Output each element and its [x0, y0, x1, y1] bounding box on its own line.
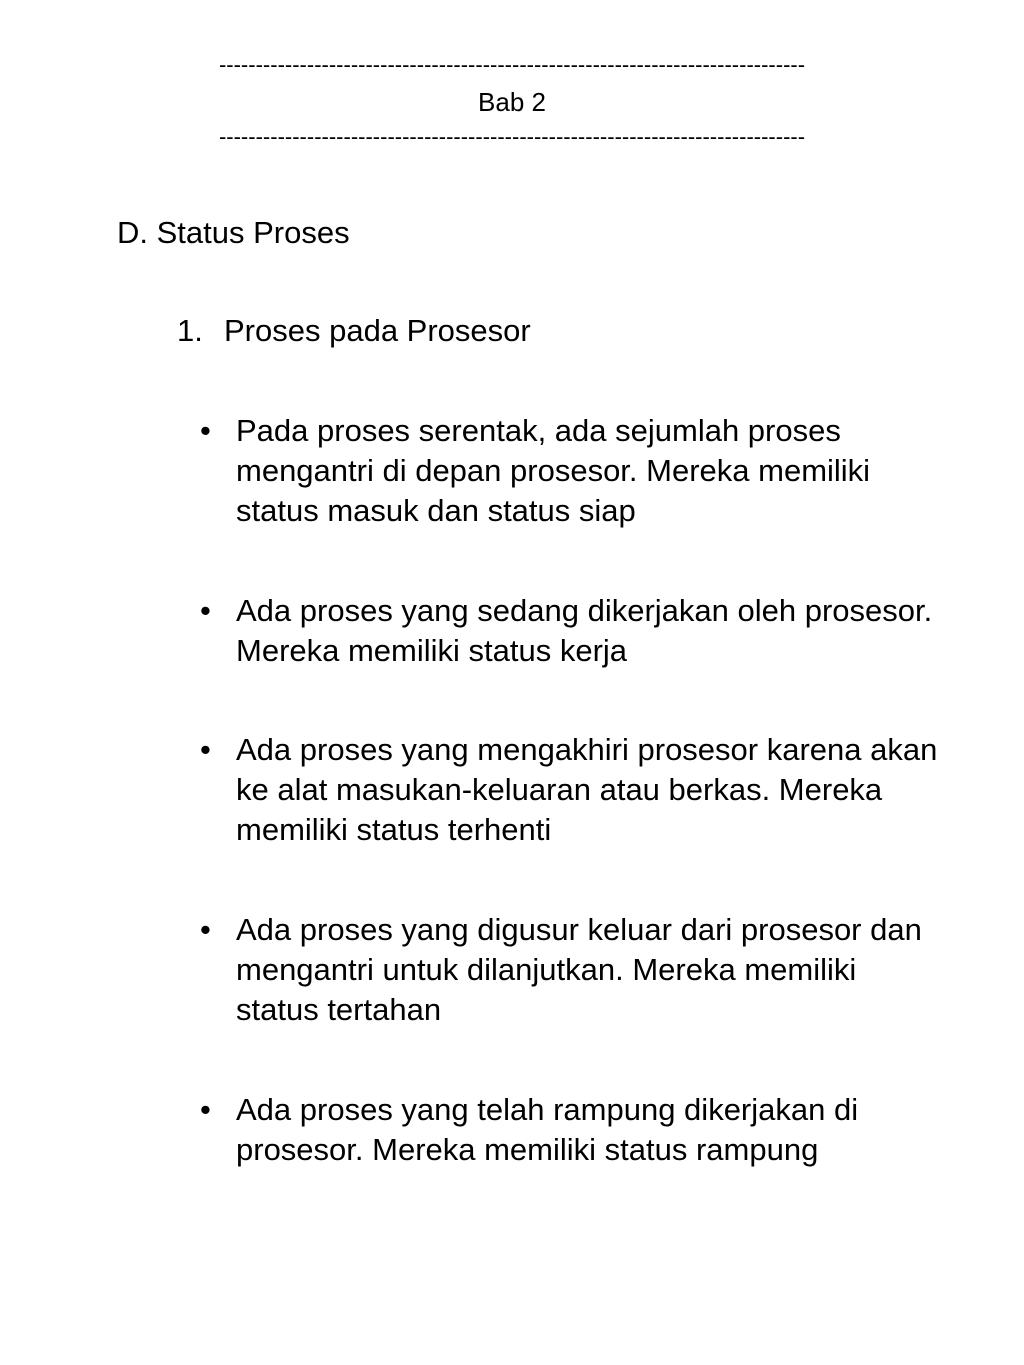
list-item: [200, 1090, 960, 1170]
bullet-text: Ada proses yang sedang dikerjakan oleh prosesor. Mereka memiliki status kerja: [236, 593, 933, 668]
header-rule-bottom: --------------------------------------------------------------------------------: [218, 124, 806, 149]
list-item: [200, 910, 960, 1030]
subsection-heading: [177, 312, 531, 350]
subsection-number: 1.: [177, 313, 203, 348]
list-item: [200, 730, 960, 850]
subsection-title: Proses pada Prosesor: [224, 313, 531, 348]
bullet-text: Ada proses yang telah rampung dikerjakan di prosesor. Mereka memiliki status rampung: [236, 1092, 859, 1167]
list-item: [200, 591, 960, 671]
bullet-marker: •: [200, 912, 211, 947]
bullet-marker: •: [200, 593, 211, 628]
header-rule-top: --------------------------------------------------------------------------------: [218, 52, 806, 77]
bullet-text: Ada proses yang mengakhiri prosesor karena akan ke alat masukan-keluaran atau berkas. Mereka memiliki status terhenti: [236, 732, 938, 847]
chapter-title: Bab 2: [478, 87, 546, 117]
list-item: [200, 411, 960, 531]
bullet-text: Pada proses serentak, ada sejumlah proses mengantri di depan prosesor. Mereka memiliki status masuk dan status siap: [236, 413, 871, 528]
section-title: D. Status Proses: [117, 215, 350, 250]
bullet-marker: •: [200, 732, 211, 767]
bullet-marker: •: [200, 1092, 211, 1127]
bullet-marker: •: [200, 413, 211, 448]
bullet-text: Ada proses yang digusur keluar dari prosesor dan mengantri untuk dilanjutkan. Mereka memiliki status tertahan: [236, 912, 922, 1027]
